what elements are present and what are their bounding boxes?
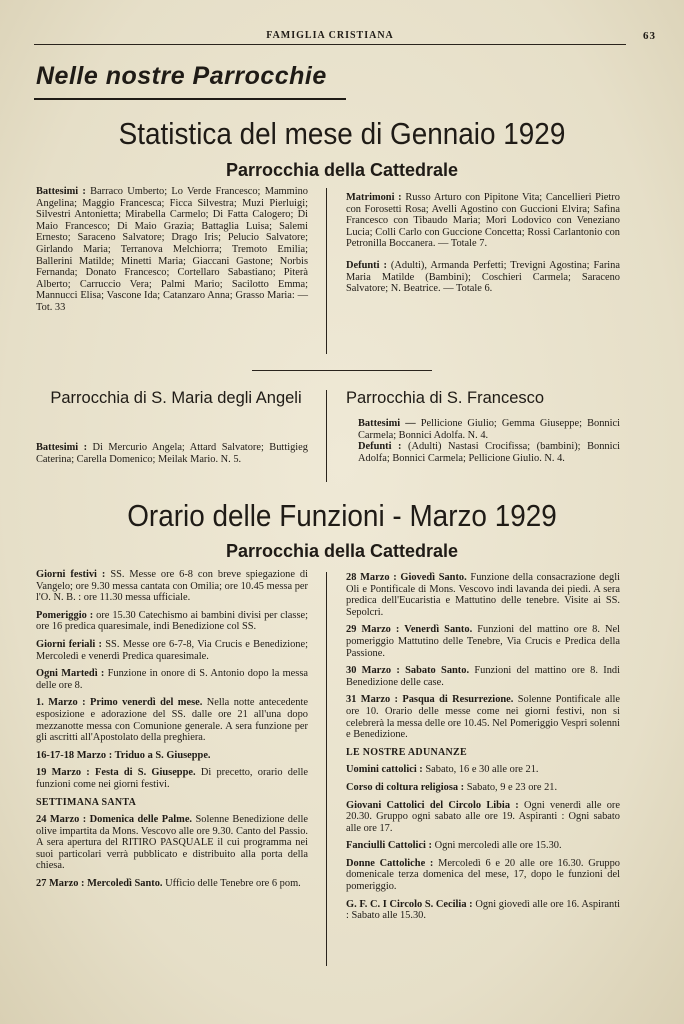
running-header [34,30,656,45]
sf-deaths-label: Defunti : [358,441,402,453]
deaths-text: (Adulti), Armanda Perfetti; Trevigni Agostina; Farina Maria Matilde (Bambini); Coschieri Carmela; Saraceno Salvatore; N. Beatrice. — Totale 6. [346,259,620,295]
sfrancesco-column [358,418,620,464]
schedule-entry: Donne Cattoliche : Mercoledì 6 e 20 alle ore 16.30. Gruppo domenicale terza domenica del mese, 17, dopo le funzioni del pomeriggio. [346,857,620,893]
schedule-entry: 19 Marzo : Festa di S. Giuseppe. Di precetto, orario delle funzioni come nei giorni festivi. [36,767,308,790]
sf-deaths-paragraph [358,441,620,464]
section-title: Nelle nostre Parrocchie [36,62,327,90]
schedule-entry: 16-17-18 Marzo : Triduo a S. Giuseppe. [36,749,211,761]
cathedral-heading: Parrocchia della Cattedrale [225,160,459,180]
schedule-entry: 29 Marzo : Venerdì Santo. Funzioni del mattino ore 8. Nel pomeriggio Mattutino delle Tenebre, Via Crucis e Predica della Passione. [346,624,620,659]
schedule-entry: Giorni feriali : SS. Messe ore 6-7-8, Via Crucis e Benedizione; Mercoledì e venerdì Predica quaresimale. [36,638,308,662]
smaria-heading: Parrocchia di S. Maria degli Angeli [50,389,302,407]
schedule-entry: Pomeriggio : ore 15.30 Catechismo ai bambini divisi per classe; ore 16 predica quaresimale, indi Benedizione col SS. [36,609,308,633]
column-divider-3 [326,572,327,966]
schedule-left-column [36,569,308,896]
schedule-title: Orario delle Funzioni - Marzo 1929 [127,498,557,533]
smaria-baptisms-label: Battesimi : [36,442,88,453]
marriages-text: Russo Arturo con Pipitone Vita; Cancellieri Pietro con Forosetti Rosa; Avelli Agostino con Guccioni Elvira; Safina Francesco con Tibaudo Maria; Mori Lodovico con Veneziano Lucia; Colli Carlo con Guccione Concetta; Rossi Carlantonio con Petronilla Boccanera. — Totale 7. [346,192,620,250]
baptisms-text: Barraco Umberto; Lo Verde Francesco; Mammino Angelina; Maggio Francesca; Ficca Silvestra; Muzi Pierluigi; Silvestri Antonietta; Mirabella Carmelo; Di Fatta Calogero; Di Maio Francesco; Di Maio Grazia; Battaglia Luisa; Salemi Ernesto; Saraceno Salvatore; Drago Iris; Pelucio Salvatore; Girlando Maria; Terranova Melchiorra; Tremoto Emilia; Ballerini Matilde; Minetti Maria; Giaccani Gastone; Norbis Fernanda; Donato Francesco; Cortellaro Sabastiano; Piterà Alberto; Carruccio Vera; Palmi Mario; Sacilotto Emma; Mannucci Elisa; Vascone Ida; Catanzaro Anna; Grasso Maria: — Tot. 33 [36,186,308,313]
page-number: 63 [643,30,656,42]
schedule-right-column [346,572,620,928]
magazine-title: FAMIGLIA CRISTIANA [266,30,394,41]
smaria-baptisms-text: Di Mercurio Angela; Attard Salvatore; Buttigieg Caterina; Carella Domenico; Meilak Mario. N. 5. [36,442,308,465]
schedule-entry: 24 Marzo : Domenica delle Palme. Solenne Benedizione delle olive impartita da Mons. Vescovo alle ore 9.30. Canto del Passio. A sera apertura del RITIRO PASQUALE il cui programma nei suoi particolari verrà pubblicato e distribuito alla porta della chiesa. [36,814,308,872]
baptisms-label: Battesimi : [36,186,86,197]
schedule-heading: Parrocchia della Cattedrale [225,541,459,561]
marriages-paragraph [346,192,620,250]
schedule-entry: 28 Marzo : Giovedì Santo. Funzione della consacrazione degli Oli e Pontificale di Mons. Vescovo indi lavanda dei piedi. A sera predica dell'Eucaristia e Mattutino delle tenebre. Visite ai SS. Sepolcri. [346,572,620,618]
sfrancesco-heading: Parrocchia di S. Francesco [346,389,545,407]
schedule-entry: 31 Marzo : Pasqua di Resurrezione. Solenne Pontificale alle ore 10. Orario delle messe come nei giorni festivi, non si celebrerà la messa delle ore 10.45. Nel Pomeriggio Vespri solenni e Benedizione. [346,694,620,741]
column-divider-2 [326,390,327,482]
schedule-entry: Uomini cattolici : Sabato, 16 e 30 alle ore 21. [346,764,539,776]
marriages-deaths-column [346,192,620,301]
section-underline [34,98,346,100]
sf-baptisms-paragraph [358,418,620,441]
sf-baptisms-label: Battesimi — [358,418,416,429]
separator-rule [252,370,432,371]
schedule-entry: Giovani Cattolici del Circolo Libia : Ogni venerdì alle ore 20.30. Gruppo ogni sabato alle ore 19. Aspiranti : Ogni sabato alle ore 17. [346,799,620,834]
smaria-paragraph [36,442,308,465]
schedule-entry: Fanciulli Cattolici : Ogni mercoledì alle ore 15.30. [346,840,562,852]
schedule-entry: Giorni festivi : SS. Messe ore 6-8 con breve spiegazione di Vangelo; ore 9.30 messa cantata con Omilia; ore 10.45 messa per l'O. N. B. : ore 11.30 messa ufficiale. [36,569,308,604]
schedule-entry: 1. Marzo : Primo venerdì del mese. Nella notte antecedente esposizione e adorazione del SS. dalle ore 21 all'una dopo mezzanotte messa con Comunione generale. A sera funzione per gli ascritti all'Apostolato della preghiera. [36,697,308,744]
sf-deaths-text: (Adulti) Nastasi Crocifissa; (bambini); Bonnici Adolfa; Bonnici Carmela; Pellicione Giulio. N. 4. [358,441,620,464]
schedule-entry: 27 Marzo : Mercoledì Santo. Ufficio delle Tenebre ore 6 pom. [36,878,301,890]
marriages-label: Matrimoni : [346,192,402,203]
deaths-label: Defunti : [346,259,387,271]
deaths-paragraph [346,260,620,295]
column-divider [326,188,327,354]
schedule-entry: Ogni Martedì : Funzione in onore di S. Antonio dopo la messa delle ore 8. [36,668,308,691]
statistics-title: Statistica del mese di Gennaio 1929 [118,116,566,151]
meetings-heading: LE NOSTRE ADUNANZE [346,746,467,758]
baptisms-paragraph [36,186,308,314]
sf-baptisms-text: Pellicione Giulio; Gemma Giuseppe; Bonnici Carmela; Bonnici Adolfa. N. 4. [358,418,620,441]
schedule-entry: 30 Marzo : Sabato Santo. Funzioni del mattino ore 8. Indi Benedizione delle case. [346,665,620,688]
schedule-entry: Corso di coltura religiosa : Sabato, 9 e 23 ore 21. [346,781,558,793]
holy-week-heading: SETTIMANA SANTA [36,796,137,808]
schedule-entry: G. F. C. I Circolo S. Cecilia : Ogni giovedì alle ore 16. Aspiranti : Sabato alle 15.30. [346,898,621,922]
